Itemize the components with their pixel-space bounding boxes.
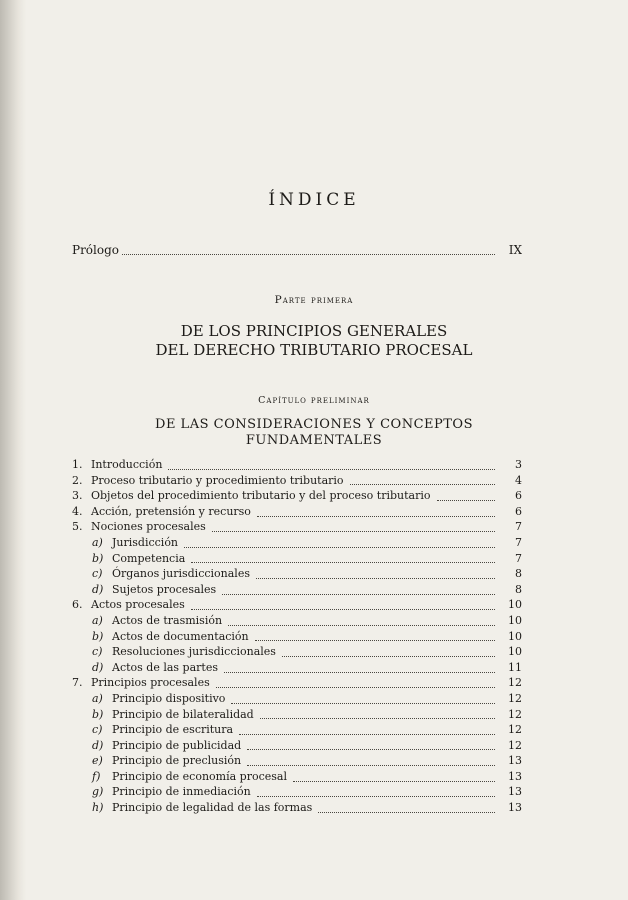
toc-label: Principio de bilateralidad	[112, 707, 254, 721]
dot-leader	[168, 460, 495, 470]
toc-label: Principio de escritura	[112, 723, 234, 737]
part-heading: Parte primera	[274, 294, 354, 306]
toc-page-number: 7	[515, 535, 522, 549]
part-title-line: DEL DERECHO TRIBUTARIO PROCESAL	[155, 341, 473, 359]
toc-number: d)	[92, 738, 104, 752]
chapter-heading: Capítulo preliminar	[258, 395, 370, 406]
toc-label: Nociones procesales	[91, 520, 206, 534]
toc-number: b)	[92, 629, 104, 643]
toc-number: f)	[92, 769, 101, 783]
toc-number: e)	[92, 754, 103, 768]
toc-page-number: 10	[508, 613, 522, 627]
toc-number: 3.	[72, 489, 83, 503]
toc-page-number: 12	[508, 738, 522, 752]
toc-number: c)	[92, 645, 103, 659]
toc-row[interactable]	[72, 644, 522, 660]
toc-label: Actos de las partes	[112, 660, 218, 674]
toc-number: 1.	[72, 458, 83, 471]
toc-page-number: 12	[508, 691, 522, 705]
dot-leader	[293, 772, 495, 782]
toc-number: d)	[92, 582, 104, 596]
toc-page-number: 13	[508, 785, 522, 799]
toc-row[interactable]	[72, 504, 522, 520]
index-title: ÍNDICE	[268, 190, 360, 210]
toc-page-number: 12	[508, 723, 522, 737]
part-title	[0, 322, 628, 360]
dot-leader	[257, 787, 495, 797]
toc-label: Principio de publicidad	[112, 738, 242, 752]
toc-number: a)	[92, 535, 103, 549]
toc-label: Principio de preclusión	[112, 754, 242, 768]
toc-label: Proceso tributario y procedimiento tributario	[91, 473, 344, 487]
toc-row[interactable]	[72, 691, 522, 707]
toc-number: g)	[92, 785, 104, 799]
dot-leader	[247, 756, 495, 766]
toc-row[interactable]	[72, 753, 522, 769]
toc-label: Principio de inmediación	[112, 785, 251, 799]
toc-label: Actos procesales	[91, 598, 185, 612]
dot-leader	[191, 600, 495, 610]
toc-row[interactable]	[72, 597, 522, 613]
toc-row[interactable]	[72, 784, 522, 800]
toc-page-number: 13	[508, 754, 522, 768]
dot-leader	[191, 553, 495, 563]
toc-page-number: 11	[508, 660, 522, 674]
toc-label: Objetos del procedimiento tributario y del proceso tributario	[91, 489, 431, 503]
toc-page-number: IX	[508, 243, 522, 257]
dot-leader	[255, 631, 495, 641]
toc-page-number: 10	[508, 598, 522, 612]
toc-number: 5.	[72, 520, 83, 534]
part-title-line: DE LOS PRINCIPIOS GENERALES	[180, 322, 448, 340]
toc-row[interactable]	[72, 707, 522, 723]
toc-number: b)	[92, 707, 104, 721]
toc-number: c)	[92, 723, 103, 737]
toc-page-number: 7	[515, 551, 522, 565]
dot-leader	[239, 725, 495, 735]
dot-leader	[437, 491, 496, 501]
toc-number: a)	[92, 691, 103, 705]
toc-number: d)	[92, 660, 104, 674]
toc-number: 2.	[72, 473, 83, 487]
dot-leader	[228, 616, 495, 626]
toc-row[interactable]	[72, 473, 522, 489]
toc-page-number: 6	[515, 504, 522, 518]
dot-leader	[260, 709, 495, 719]
toc-row[interactable]	[72, 675, 522, 691]
toc-page-number: 8	[515, 567, 522, 581]
toc-page-number: 10	[508, 645, 522, 659]
dot-leader	[122, 245, 495, 255]
toc-number: 4.	[72, 504, 83, 518]
toc-label: Principio de legalidad de las formas	[112, 801, 313, 815]
chapter-title	[0, 417, 628, 449]
toc-row[interactable]	[72, 769, 522, 785]
dot-leader	[282, 647, 495, 657]
toc-label: Introducción	[91, 458, 163, 471]
toc-page-number: 7	[515, 520, 522, 534]
toc-page-number: 13	[508, 769, 522, 783]
toc-row[interactable]	[72, 738, 522, 754]
toc-row[interactable]	[72, 535, 522, 551]
dot-leader	[247, 740, 495, 750]
toc-number: 6.	[72, 598, 83, 612]
toc-row[interactable]	[72, 488, 522, 504]
toc-label: Principio de economía procesal	[112, 769, 287, 783]
toc-label: Actos de trasmisión	[112, 613, 223, 627]
toc-page-number: 3	[515, 458, 522, 471]
dot-leader	[256, 569, 495, 579]
toc-label: Principio dispositivo	[112, 691, 226, 705]
toc-label: Sujetos procesales	[112, 582, 217, 596]
toc-label: Prólogo	[72, 243, 120, 257]
toc-label: Principios procesales	[91, 676, 210, 690]
toc-label: Jurisdicción	[112, 535, 179, 549]
toc-label: Actos de documentación	[112, 629, 249, 643]
toc-page-number: 12	[508, 676, 522, 690]
toc-label: Competencia	[112, 551, 186, 565]
chapter-title-line: FUNDAMENTALES	[245, 433, 383, 448]
toc-page-number: 13	[508, 801, 522, 815]
toc-row[interactable]	[72, 457, 522, 473]
toc-row[interactable]	[72, 613, 522, 629]
toc-row-prologo[interactable]	[72, 243, 522, 257]
toc-row[interactable]	[72, 660, 522, 676]
toc-number: h)	[92, 801, 104, 815]
toc-number: a)	[92, 613, 103, 627]
toc-page-number: 10	[508, 629, 522, 643]
dot-leader	[222, 585, 495, 595]
dot-leader	[231, 694, 495, 704]
toc-row[interactable]	[72, 722, 522, 738]
toc-row[interactable]	[72, 519, 522, 535]
toc-row[interactable]	[72, 629, 522, 645]
toc-page-number: 4	[515, 473, 522, 487]
toc-row[interactable]	[72, 800, 522, 816]
dot-leader	[350, 475, 495, 485]
toc-number: c)	[92, 567, 103, 581]
toc-number: 7.	[72, 676, 83, 690]
toc-number: b)	[92, 551, 104, 565]
toc-label: Resoluciones jurisdiccionales	[112, 645, 276, 659]
dot-leader	[318, 803, 495, 813]
toc-label: Acción, pretensión y recurso	[91, 504, 251, 518]
toc-page-number: 6	[515, 489, 522, 503]
toc-row[interactable]	[72, 566, 522, 582]
toc-page-number: 12	[508, 707, 522, 721]
toc-page-number: 8	[515, 582, 522, 596]
dot-leader	[257, 507, 495, 517]
toc-row[interactable]	[72, 551, 522, 567]
chapter-title-line: DE LAS CONSIDERACIONES Y CONCEPTOS	[155, 417, 473, 432]
toc-row[interactable]	[72, 582, 522, 598]
dot-leader	[184, 538, 495, 548]
toc-label: Órganos jurisdiccionales	[112, 567, 250, 581]
table-of-contents	[72, 457, 522, 816]
dot-leader	[224, 663, 495, 673]
dot-leader	[216, 678, 495, 688]
dot-leader	[212, 522, 495, 532]
